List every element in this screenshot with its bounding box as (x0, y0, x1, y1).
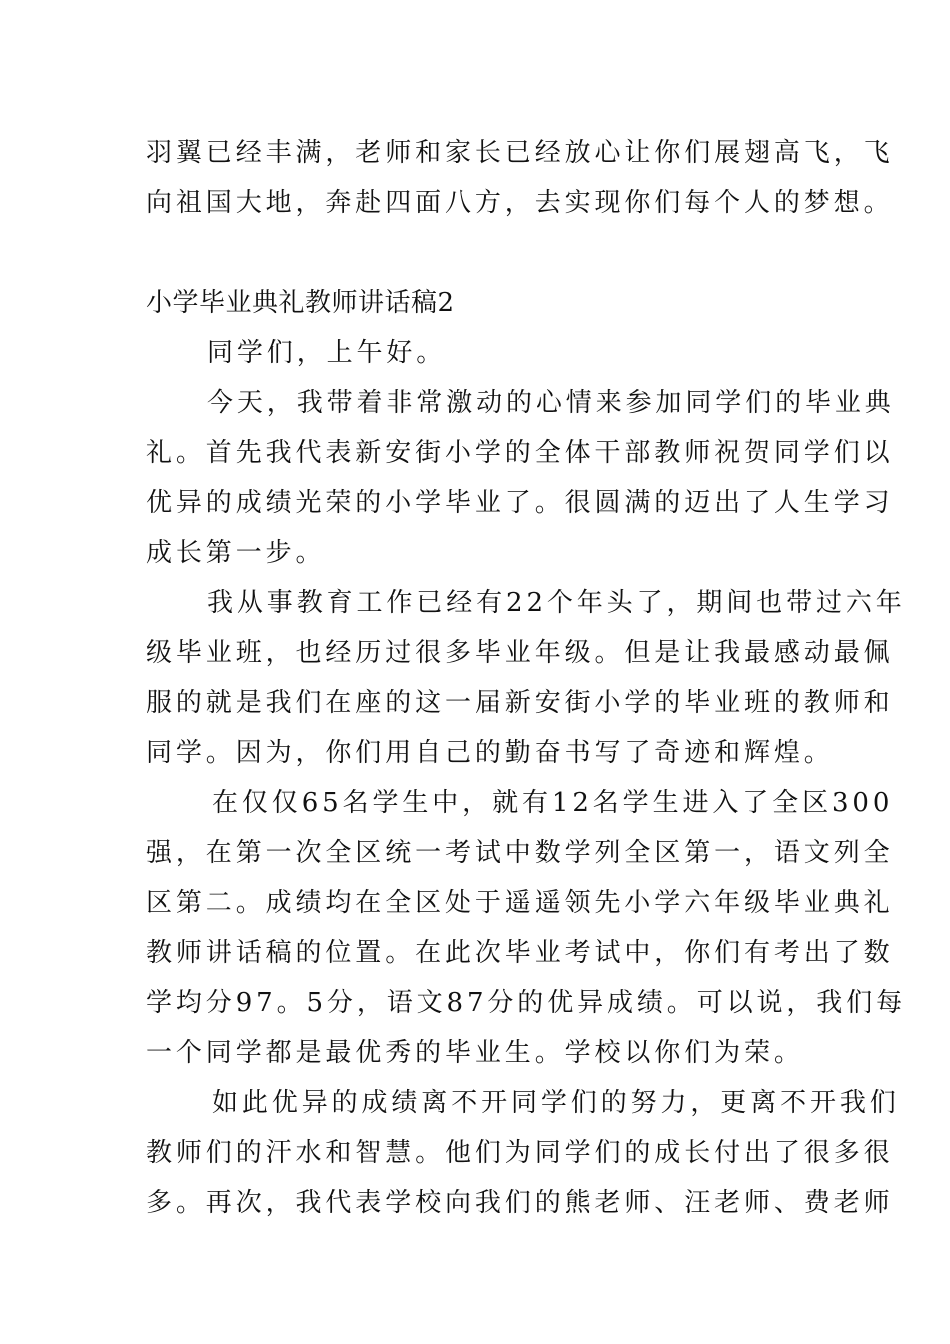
intro-line-2: 向祖国大地，奔赴四面八方，去实现你们每个人的梦想。 (146, 188, 894, 218)
paragraph-2-line-3: 服的就是我们在座的这一届新安街小学的毕业班的教师和 (146, 688, 894, 718)
paragraph-2-line-1: 我从事教育工作已经有22个年头了，期间也带过六年 (207, 588, 906, 618)
paragraph-3-line-1: 在仅仅65名学生中，就有12名学生进入了全区300 (212, 788, 894, 818)
document-title: 小学毕业典礼教师讲话稿2 (146, 288, 455, 318)
greeting-line: 同学们，上午好。 (207, 338, 447, 368)
paragraph-4-line-1: 如此优异的成绩离不开同学们的努力，更离不开我们 (212, 1088, 900, 1118)
paragraph-4-line-2: 教师们的汗水和智慧。他们为同学们的成长付出了很多很 (146, 1138, 894, 1168)
paragraph-3-line-6: 一个同学都是最优秀的毕业生。学校以你们为荣。 (146, 1038, 804, 1068)
intro-line-1: 羽翼已经丰满，老师和家长已经放心让你们展翅高飞，飞 (146, 138, 894, 168)
paragraph-3-line-5: 学均分97。5分，语文87分的优异成绩。可以说，我们每 (146, 988, 907, 1018)
paragraph-3-line-3: 区第二。成绩均在全区处于遥遥领先小学六年级毕业典礼 (146, 888, 894, 918)
paragraph-1-line-4: 成长第一步。 (146, 538, 326, 568)
paragraph-1-line-3: 优异的成绩光荣的小学毕业了。很圆满的迈出了人生学习 (146, 488, 894, 518)
paragraph-3-line-4: 教师讲话稿的位置。在此次毕业考试中，你们有考出了数 (146, 938, 894, 968)
paragraph-2-line-4: 同学。因为，你们用自己的勤奋书写了奇迹和辉煌。 (146, 738, 834, 768)
paragraph-1-line-2: 礼。首先我代表新安街小学的全体干部教师祝贺同学们以 (146, 438, 894, 468)
paragraph-3-line-2: 强，在第一次全区统一考试中数学列全区第一，语文列全 (146, 838, 894, 868)
paragraph-2-line-2: 级毕业班，也经历过很多毕业年级。但是让我最感动最佩 (146, 638, 894, 668)
paragraph-4-line-3: 多。再次，我代表学校向我们的熊老师、汪老师、费老师 (146, 1188, 894, 1218)
paragraph-1-line-1: 今天，我带着非常激动的心情来参加同学们的毕业典 (207, 388, 895, 418)
